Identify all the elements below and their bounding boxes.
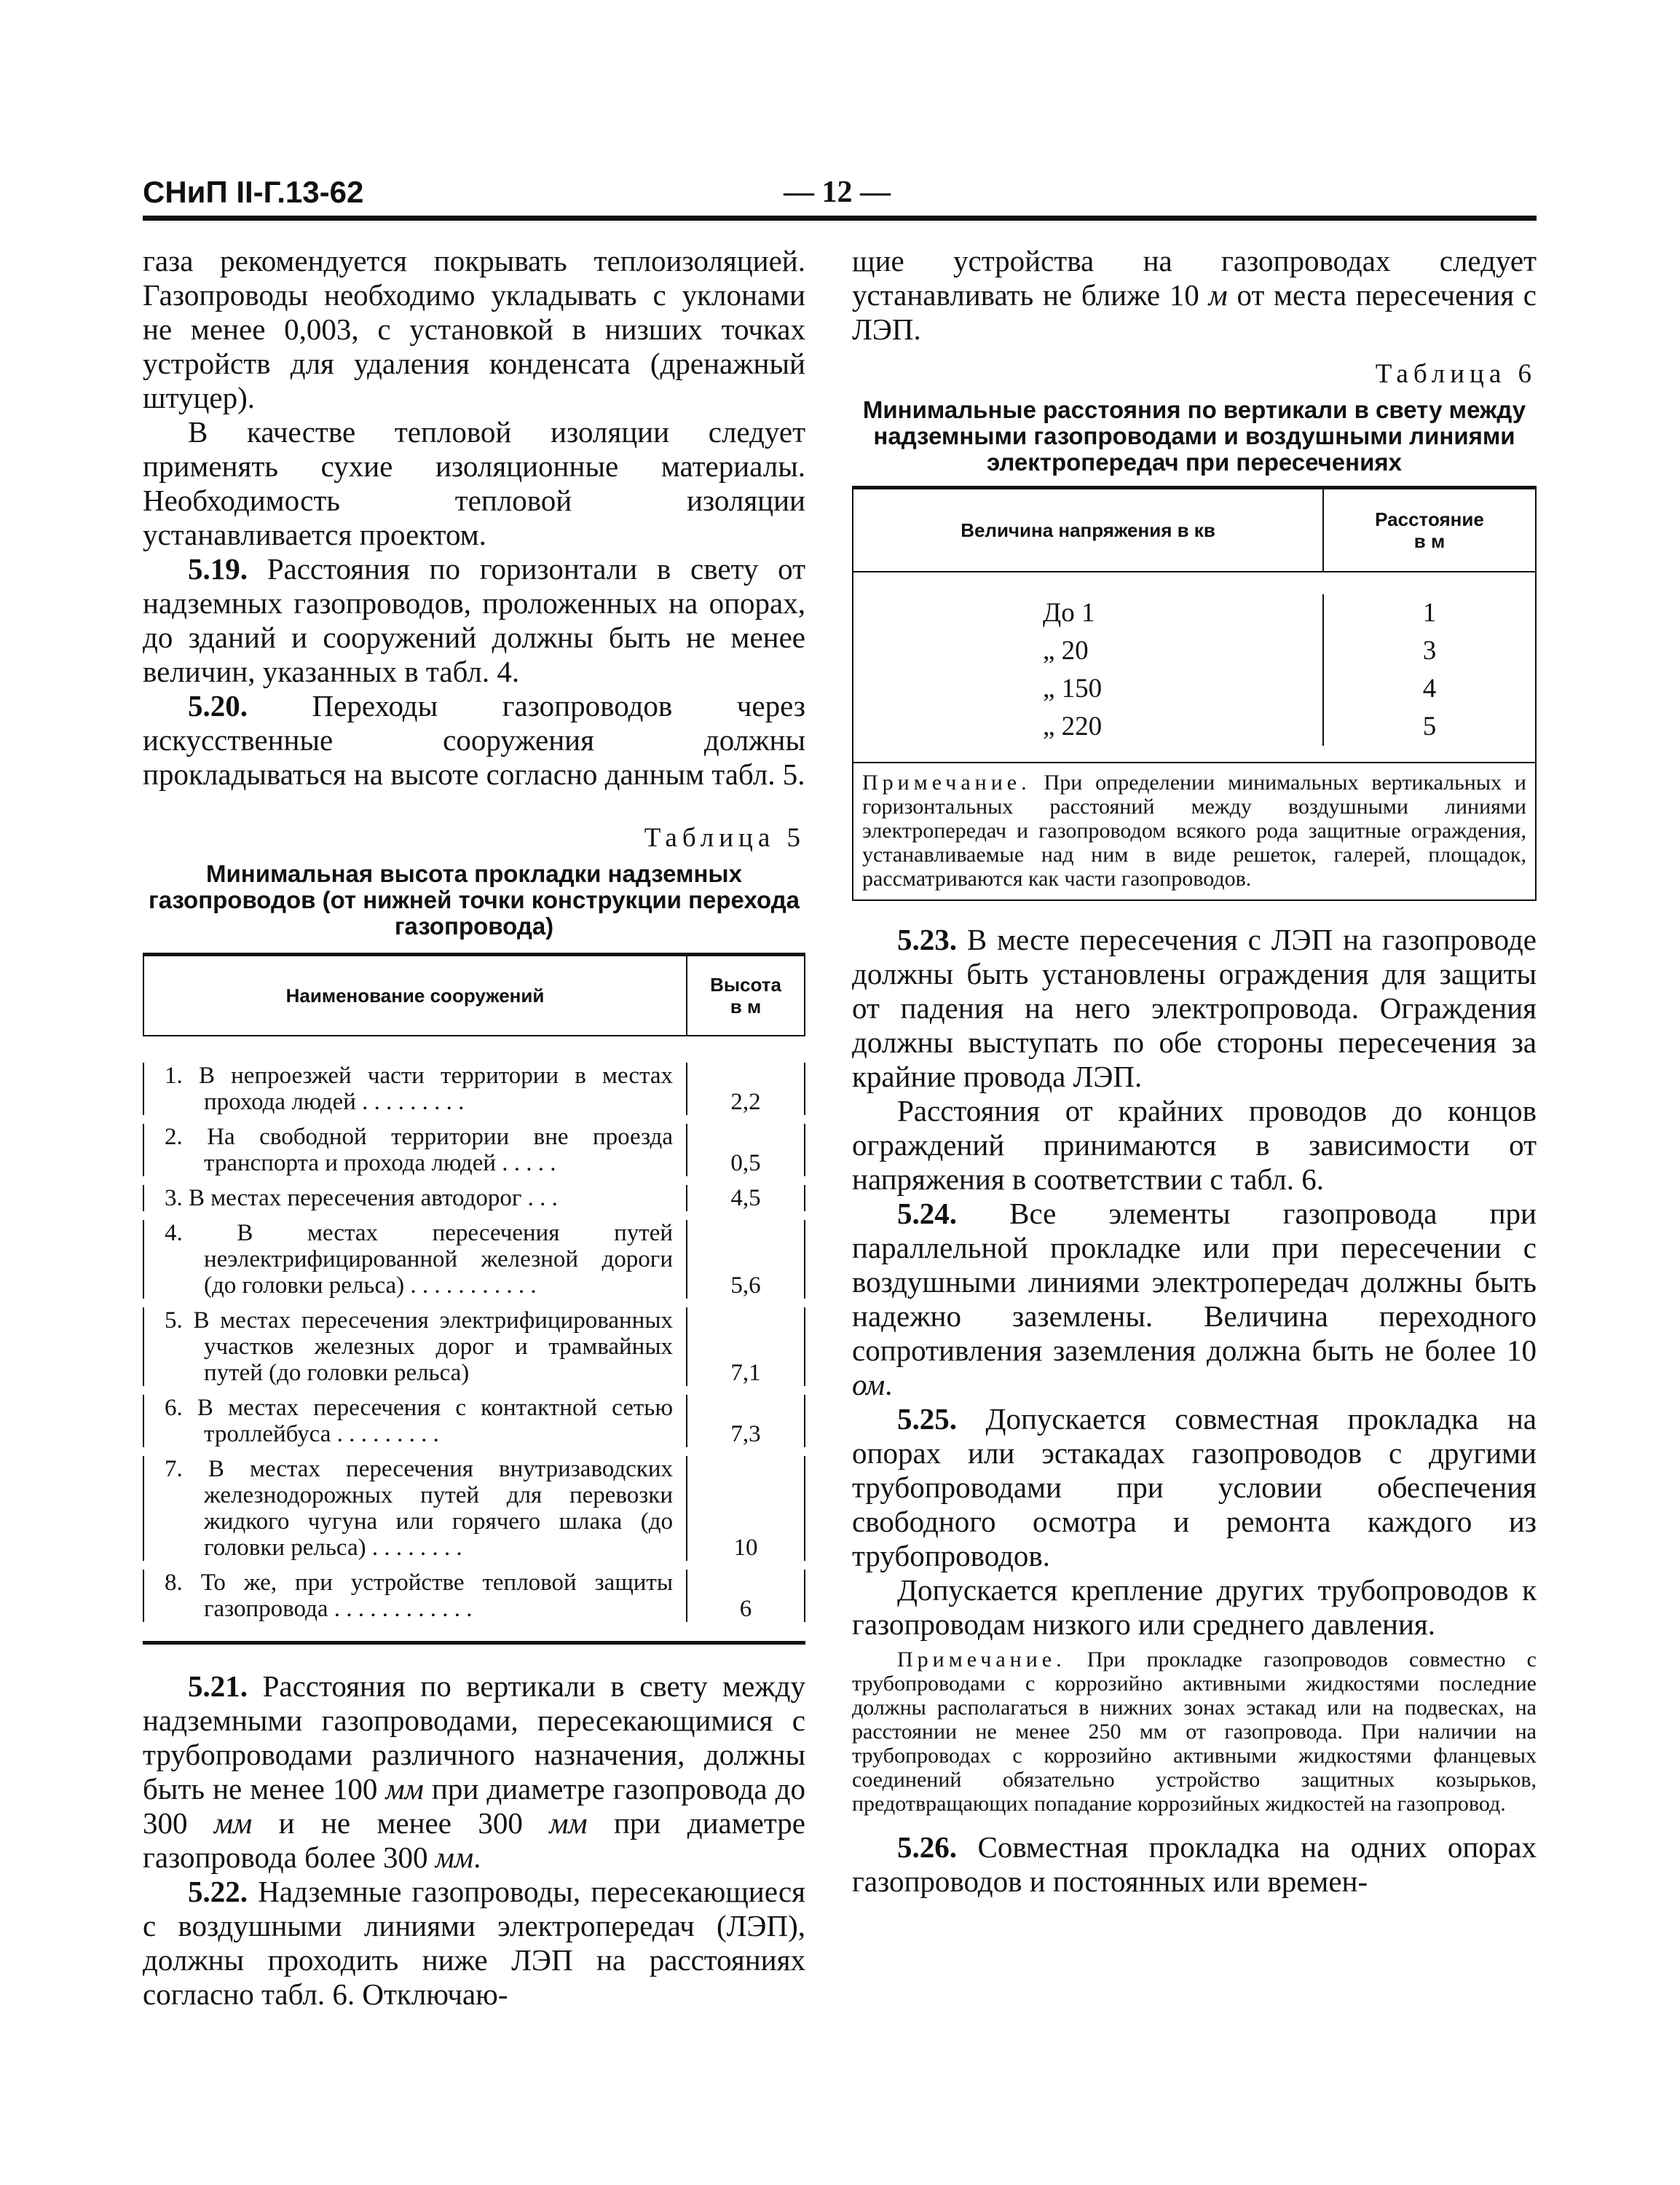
right-column — [852, 244, 1537, 1899]
row-value: 2,2 — [686, 1063, 805, 1115]
paragraph: Допускается крепление других трубопроводов к газопроводам низкого или среднего давления. — [852, 1573, 1537, 1641]
table5-title: Минимальная высота прокладки надземных газопроводов (от нижней точки конструкции перехода газопровода) — [148, 860, 800, 940]
note-text: При определении минимальных вертикальных и горизонтальных расстояний между воздушными линиями электропередач и газопроводом всякого рода защитные ограждения, устанавливаемые над ним в виде решеток, галерей, площадок, рассматриваются как части газопроводов. — [862, 771, 1526, 891]
table-row — [143, 1063, 805, 1115]
row-value: 5,6 — [686, 1220, 805, 1299]
section-text: . — [473, 1840, 481, 1874]
header-text: Расстояние — [1375, 508, 1484, 530]
distance-cell: 4 — [1422, 674, 1437, 704]
voltage-cell: „ 20 — [1043, 636, 1089, 666]
row-name: 4. В местах пересечения путей неэлектрифицированной железной дороги (до головки рельса) . . . . . . . . . . . — [165, 1220, 673, 1299]
section-number: 5.23. — [897, 923, 957, 956]
table6-caption: Таблица 6 — [1375, 359, 1537, 389]
header-unit: в м — [1413, 530, 1446, 552]
unit: мм — [435, 1840, 474, 1874]
section-text: Надземные газопроводы, пересекающиеся с воздушными линиями электропередач (ЛЭП), должны проходить ниже ЛЭП на расстояниях согласно табл. 6. Отключаю- — [143, 1875, 805, 2011]
voltage-cell: „ 150 — [1043, 674, 1103, 704]
row-name: 2. На свободной территории вне проезда транспорта и прохода людей . . . . . — [165, 1124, 673, 1176]
table-row — [143, 1395, 805, 1447]
header-rule — [143, 216, 1537, 221]
table-row — [143, 1124, 805, 1176]
section-5-23 — [852, 923, 1537, 1094]
voltage-cell: „ 220 — [1043, 712, 1103, 741]
column-header-voltage: Величина напряжения в кв — [852, 489, 1322, 571]
section-5-20 — [143, 689, 805, 792]
section-text: при диаметре газопровода более 300 — [143, 1806, 805, 1874]
section-5-26 — [852, 1830, 1537, 1899]
section-text: Допускается совместная прокладка на опорах или эстакадах газопроводов с другими трубопроводами при условии обеспечения свободного осмотра и ремонта каждого из трубопроводов. — [852, 1402, 1537, 1572]
voltage-cell: До 1 — [1043, 598, 1095, 628]
table-row — [143, 1456, 805, 1561]
paragraph — [852, 244, 1537, 347]
section-5-24 — [852, 1197, 1537, 1402]
table-header — [852, 489, 1537, 572]
row-name: 7. В местах пересечения внутризаводских железнодорожных путей для перевозки жидкого чугуна или горячего шлака (до головки рельса) . . . . . . . . — [165, 1456, 673, 1561]
section-5-22 — [143, 1875, 805, 2012]
section-number: 5.19. — [188, 552, 248, 586]
table-header — [143, 956, 805, 1036]
section-5-21 — [143, 1669, 805, 1875]
voltage-column — [853, 594, 1322, 746]
section-number: 5.20. — [188, 689, 248, 723]
distance-cell: 3 — [1422, 636, 1437, 666]
unit: м — [1208, 278, 1228, 312]
paragraph: В качестве тепловой изоляции следует применять сухие изоляционные материалы. Необходимость тепловой изоляции устанавливается проектом. — [143, 415, 805, 551]
note-label: Примечание. — [897, 1647, 1066, 1672]
section-number: 5.22. — [188, 1875, 248, 1908]
table-row — [143, 1185, 805, 1211]
note-label: Примечание. — [862, 771, 1031, 795]
table-body — [143, 1036, 805, 1641]
section-number: 5.25. — [897, 1402, 957, 1436]
table-5 — [143, 953, 805, 1645]
section-number: 5.26. — [897, 1830, 957, 1864]
paragraph: Расстояния от крайних проводов до концов ограждений принимаются в зависимости от напряжения в соответствии с табл. 6. — [852, 1094, 1537, 1196]
section-number: 5.24. — [897, 1197, 957, 1230]
distance-column — [1322, 594, 1535, 746]
table-row — [143, 1570, 805, 1622]
row-value: 10 — [686, 1456, 805, 1561]
table-6 — [852, 486, 1537, 901]
note — [852, 1647, 1537, 1816]
section-number: 5.21. — [188, 1669, 248, 1703]
unit: ом — [852, 1368, 886, 1401]
row-name: 3. В местах пересечения автодорог . . . — [165, 1185, 558, 1211]
column-header-distance — [1322, 489, 1537, 571]
row-name: 6. В местах пересечения с контактной сетью троллейбуса . . . . . . . . . — [165, 1395, 673, 1447]
header-unit: в м — [730, 996, 762, 1017]
table-body — [852, 572, 1537, 762]
section-text: при диаметре газопровода до 300 — [143, 1772, 805, 1840]
unit: мм — [549, 1806, 588, 1840]
section-text: Все элементы газопровода при параллельной прокладке или при пересечении с воздушными линиями электропередач должны быть надежно заземлены. Величина переходного сопротивления заземления должна быть не более 10 — [852, 1197, 1537, 1367]
paragraph-text: от места пересечения с ЛЭП. — [852, 278, 1537, 346]
section-text: Расстояния по вертикали в свету между надземными газопроводами, пересекающимися с трубопроводами различного назначения, должны быть не менее 100 — [143, 1669, 805, 1806]
row-value: 0,5 — [686, 1124, 805, 1176]
row-name: 8. То же, при устройстве тепловой защиты газопровода . . . . . . . . . . . . — [165, 1570, 673, 1622]
section-text: Совместная прокладка на одних опорах газопроводов и постоянных или времен- — [852, 1830, 1537, 1898]
row-value: 7,1 — [686, 1307, 805, 1386]
distance-cell: 1 — [1422, 598, 1437, 628]
section-text: В месте пересечения с ЛЭП на газопроводе должны быть установлены ограждения для защиты от падения на него электропровода. Ограждения должны выступать по обе стороны пересечения за крайние провода ЛЭП. — [852, 923, 1537, 1093]
paragraph-text: щие устройства на газопроводах следует устанавливать не ближе 10 — [852, 244, 1537, 312]
row-value: 4,5 — [686, 1185, 805, 1211]
section-text: и не менее 300 — [252, 1806, 550, 1840]
row-value: 7,3 — [686, 1395, 805, 1447]
column-header-name: Наименование сооружений — [143, 956, 686, 1035]
section-5-25 — [852, 1402, 1537, 1573]
header-text: Высота — [710, 974, 781, 996]
table6-note — [852, 762, 1537, 901]
table-row — [143, 1307, 805, 1386]
unit: мм — [385, 1772, 424, 1806]
row-name: 1. В непроезжей части территории в местах прохода людей . . . . . . . . . — [165, 1063, 673, 1115]
left-column — [143, 244, 805, 2012]
table6-title: Минимальные расстояния по вертикали в свету между надземными газопроводами и воздушными линиями электропередач при пересечениях — [862, 396, 1526, 476]
distance-cell: 5 — [1422, 712, 1437, 741]
section-5-19 — [143, 552, 805, 689]
column-header-height — [686, 956, 805, 1035]
row-value: 6 — [686, 1570, 805, 1622]
section-text: . — [885, 1368, 893, 1401]
table5-caption: Таблица 5 — [644, 823, 805, 853]
table-row — [143, 1220, 805, 1299]
section-text: Расстояния по горизонтали в свету от надземных газопроводов, проложенных на опорах, до зданий и сооружений должны быть не менее величин, указанных в табл. 4. — [143, 552, 805, 688]
note-text: При прокладке газопроводов совместно с трубопроводами с коррозийно активными жидкостями последние должны располагаться в нижних зонах эстакад или на подвесках, на расстоянии не менее 250 мм от газопровода. При наличии на трубопроводах с коррозийно активными жидкостями фланцевых соединений обязательно устройство защитных козырьков, предотвращающих попадание коррозийных жидкостей на газопровод. — [852, 1647, 1537, 1816]
document-code: СНиП II-Г.13-62 — [143, 175, 364, 209]
page-number: — 12 — — [784, 176, 891, 209]
row-name: 5. В местах пересечения электрифицированных участков железных дорог и трамвайных путей (до головки рельса) — [165, 1307, 673, 1386]
paragraph: газа рекомендуется покрывать теплоизоляцией. Газопроводы необходимо укладывать с уклонами не менее 0,003, с установкой в низших точках устройств для удаления конденсата (дренажный штуцер). — [143, 244, 805, 414]
unit: мм — [213, 1806, 253, 1840]
section-text: Переходы газопроводов через искусственные сооружения должны прокладываться на высоте согласно данным табл. 5. — [143, 689, 805, 791]
